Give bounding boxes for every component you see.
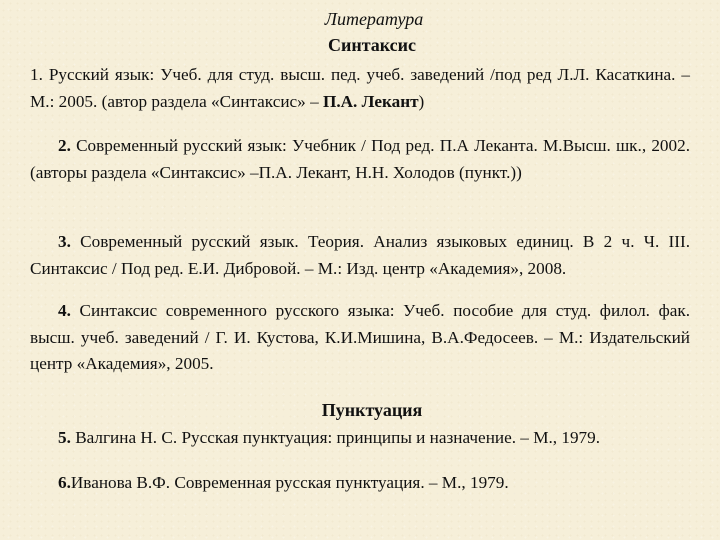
punctuation-heading: Пунктуация bbox=[321, 400, 423, 420]
reference-number: 6. bbox=[58, 473, 71, 492]
reference-item-5 bbox=[30, 425, 690, 452]
reference-item-6 bbox=[30, 470, 690, 497]
reference-text: Современный русский язык. Теория. Анализ языковых единиц. В 2 ч. Ч. III. Синтаксис / Под ред. Е.И. Дибровой. – М.: Изд. центр «Академия», 2008. bbox=[30, 232, 690, 278]
reference-text: Русский язык: Учеб. для студ. высш. пед. учеб. заведений /под ред Л.Л. Касаткина. – М.: 2005. (автор раздела «Синтаксис» – bbox=[30, 65, 690, 111]
literature-heading: Литература bbox=[324, 9, 424, 29]
reference-number: 1. bbox=[30, 65, 43, 84]
reference-text: Современный русский язык: Учебник / Под ред. П.А Леканта. М.Высш. шк., 2002. (авторы раздела «Синтаксис» –П.А. Лекант, Н.Н. Холодов (пункт.)) bbox=[30, 136, 690, 182]
reference-text: Синтаксис современного русского языка: Учеб. пособие для студ. филол. фак. высш. учеб. заведений / Г. И. Кустова, К.И.Мишина, В.А.Федосеев. – М.: Издательский центр «Академия», 2005. bbox=[30, 301, 690, 373]
reference-item-4 bbox=[30, 298, 690, 378]
reference-item-2 bbox=[30, 133, 690, 186]
reference-text-end: ) bbox=[418, 91, 425, 111]
reference-number: 3. bbox=[58, 232, 71, 251]
reference-author: П.А. Лекант bbox=[322, 91, 419, 111]
syntax-heading: Синтаксис bbox=[327, 35, 417, 55]
reference-number: 4. bbox=[58, 301, 71, 320]
reference-text: Валгина Н. С. Русская пунктуация: принципы и назначение. – М., 1979. bbox=[70, 428, 601, 447]
reference-item-3 bbox=[30, 229, 690, 282]
reference-number: 5. bbox=[58, 428, 71, 447]
reference-number: 2. bbox=[58, 136, 71, 155]
reference-text: Иванова В.Ф. Современная русская пунктуация. – М., 1979. bbox=[70, 473, 509, 492]
reference-item-1 bbox=[30, 62, 690, 115]
